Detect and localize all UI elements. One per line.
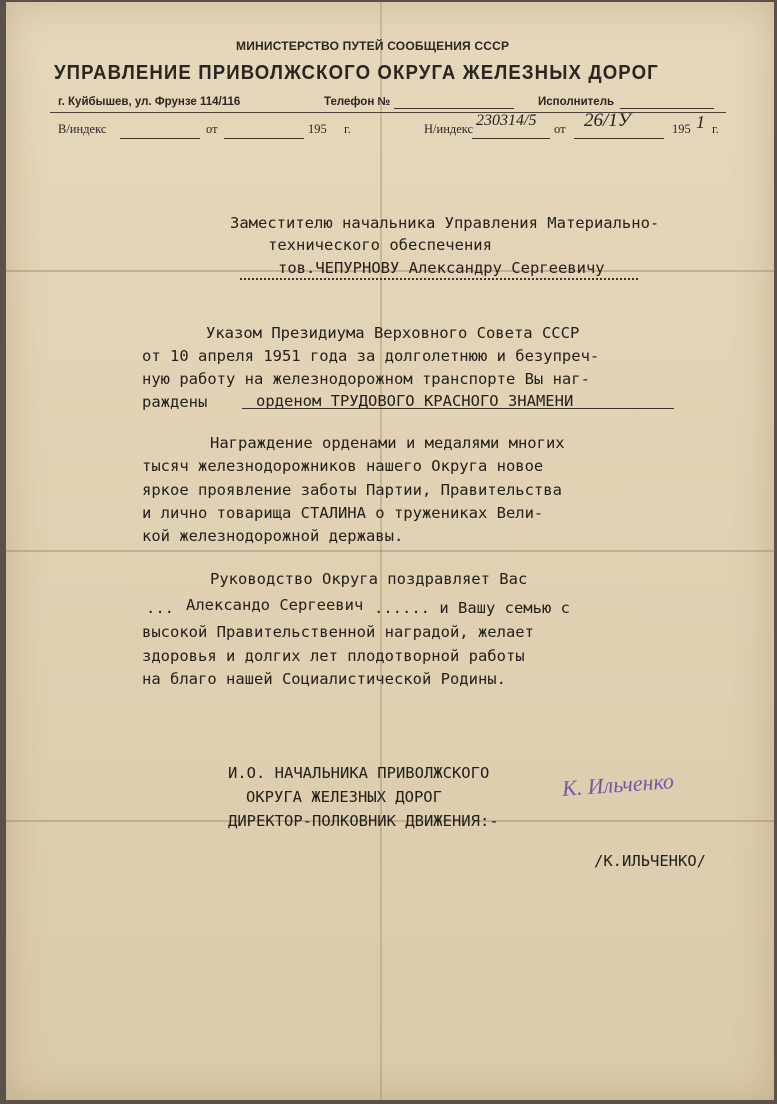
paragraph-line: яркое проявление заботы Партии, Правительства [142, 481, 562, 499]
paragraph-line: ную работу на железнодорожном транспорте Вы наг- [142, 370, 590, 388]
year-prefix: 195 [308, 122, 327, 136]
paragraph-line: от 10 апреля 1951 года за долголетнюю и безупреч- [142, 347, 600, 365]
award-underline [242, 408, 674, 409]
paragraph-line: раждены [142, 393, 208, 411]
paragraph-line: здоровья и долгих лет плодотворной работы [142, 647, 525, 665]
your-index-label: В/индекс [58, 122, 107, 136]
signatory-title: ОКРУГА ЖЕЛЕЗНЫХ ДОРОГ [246, 788, 442, 806]
executor-line [620, 108, 714, 109]
paragraph-line: тысяч железнодорожников нашего Округа новое [142, 457, 544, 475]
paragraph-line: на благо нашей Социалистической Родины. [142, 670, 506, 688]
address: г. Куйбышев, ул. Фрунзе 114/116 [58, 96, 241, 108]
year-prefix: 195 [672, 122, 691, 136]
paragraph-line: кой железнодорожной державы. [142, 527, 404, 545]
paragraph-line: и лично товарища СТАЛИНА о тружениках Вели- [142, 504, 544, 522]
paragraph-dots: ... [146, 599, 174, 617]
signatory-title: И.О. НАЧАЛЬНИКА ПРИВОЛЖСКОГО [228, 764, 490, 782]
handwritten-signature: К. Ильченко [561, 768, 675, 801]
date-line [224, 138, 304, 139]
ministry-header: МИНИСТЕРСТВО ПУТЕЙ СООБЩЕНИЯ СССР [236, 39, 510, 53]
document-sheet [6, 2, 774, 1100]
date-line [574, 138, 664, 139]
fold-line [6, 550, 774, 552]
paragraph-line: Руководство Округа поздравляет Вас [210, 570, 528, 588]
signatory-title: ДИРЕКТОР-ПОЛКОВНИК ДВИЖЕНИЯ:- [228, 812, 499, 830]
signatory-name: /К.ИЛЬЧЕНКО/ [594, 852, 706, 870]
paragraph-line: ...... и Вашу семью с [374, 599, 570, 617]
paragraph-line: Указом Президиума Верховного Совета СССР [206, 324, 580, 342]
your-index-line [120, 138, 200, 139]
addressee-name: тов.ЧЕПУРНОВУ Александру Сергеевичу [278, 259, 605, 277]
from-label: от [206, 122, 218, 136]
from-label: от [554, 122, 566, 136]
date-value: 26/1У [584, 110, 631, 131]
paragraph-line: Награждение орденами и медалями многих [210, 434, 565, 452]
our-index-label: Н/индекс [424, 122, 474, 136]
phone-label: Телефон № [324, 96, 391, 108]
our-index-value: 230314/5 [476, 112, 537, 129]
our-index-line [472, 138, 550, 139]
recipient-name: Александо Сергеевич [186, 596, 364, 614]
addressee-line: Заместителю начальника Управления Материально- [230, 214, 660, 232]
award-name: орденом ТРУДОВОГО КРАСНОГО ЗНАМЕНИ [256, 392, 574, 410]
year-digit: 1 [696, 112, 705, 132]
fold-line [380, 2, 382, 1100]
year-suffix: г. [344, 122, 351, 136]
addressee-dotted-line [240, 278, 638, 280]
administration-header: УПРАВЛЕНИЕ ПРИВОЛЖСКОГО ОКРУГА ЖЕЛЕЗНЫХ ДОРОГ [54, 62, 659, 84]
addressee-line: технического обеспечения [268, 236, 492, 254]
executor-label: Исполнитель [538, 96, 615, 108]
paragraph-line: высокой Правительственной наградой, желает [142, 623, 534, 641]
phone-line [394, 108, 514, 109]
year-suffix: г. [712, 122, 719, 136]
